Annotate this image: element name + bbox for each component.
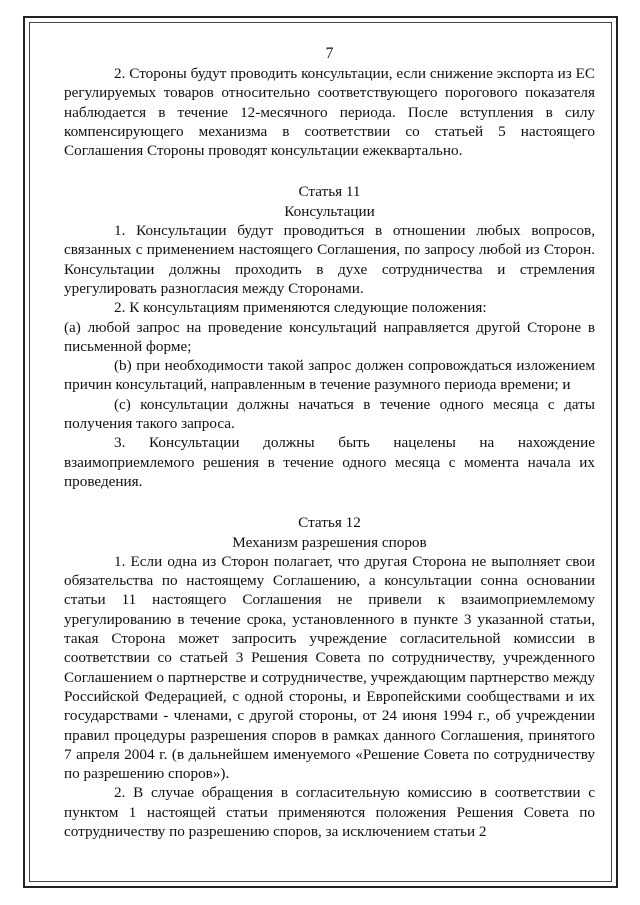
- paragraph-intro-2: 2. Стороны будут проводить консультации, если снижение экспорта из ЕС регулируемых товаров относительно соответствующего порогового показателя наблюдается в течение 12-месячного периода. После вступления в силу компенсирующего механизма в соответствии со статьей 5 настоящего Соглашения Стороны проводят консультации ежеквартально.: [64, 65, 595, 160]
- article-11-title: Консультации: [284, 202, 375, 220]
- article-12-number: Статья 12: [298, 514, 361, 532]
- article-11-item-c: (c) консультации должны начаться в течение одного месяца с даты получения такого запроса.: [64, 395, 595, 433]
- article-11-item-b: (b) при необходимости такой запрос должен сопровождаться изложением причин консультаций, направленным в течение разумного периода времени; и: [64, 357, 595, 394]
- article-11-item-a: (a) любой запрос на проведение консультаций направляется другой Стороне в письменной форме;: [64, 318, 595, 355]
- article-11-paragraph-3: 3. Консультации должны быть нацелены на нахождение взаимоприемлемого решения в течение одного месяца с момента начала их проведения.: [64, 434, 595, 490]
- article-12-paragraph-2: 2. В случае обращения в согласительную комиссию в соответствии с пунктом 1 настоящей статьи применяются положения Решения Совета по сотрудничеству по разрешению споров, за исключением статьи 2: [64, 784, 595, 840]
- article-11-number: Статья 11: [298, 183, 361, 201]
- page-number: 7: [325, 45, 334, 62]
- article-11-paragraph-1: 1. Консультации будут проводиться в отношении любых вопросов, связанных с применением настоящего Соглашения, по запросу любой из Сторон. Консультации должны проходить в духе сотрудничества и стремления урегулировать разногласия между Сторонами.: [64, 222, 595, 297]
- article-12-paragraph-1: 1. Если одна из Сторон полагает, что другая Сторона не выполняет свои обязательства по настоящему Соглашению, а консультации сонна основании статьи 11 настоящего Соглашения не привели к взаимоприемлемому урегулированию в течение срока, установленного в пункте 3 указанной статьи, такая Сторона может запросить учреждение согласительной комиссии в соответствии со статьей 3 Решения Совета по сотрудничеству, учрежденного Соглашением о партнерстве и сотрудничестве, учреждающим партнерство между Российской Федерацией, с одной стороны, и Европейскими сообществами и их государствами - членами, с другой стороны, от 24 июня 1994 г., об учреждении правил процедуры разрешения споров в рамках данного Соглашения, принятого 7 апреля 2004 г. (в дальнейшем именуемого «Решение Совета по сотрудничеству по разрешению споров»).: [64, 552, 596, 783]
- article-12-title: Механизм разрешения споров: [232, 533, 427, 551]
- document-body: [64, 44, 595, 841]
- article-11-paragraph-2: 2. К консультациям применяются следующие положения:: [114, 299, 487, 317]
